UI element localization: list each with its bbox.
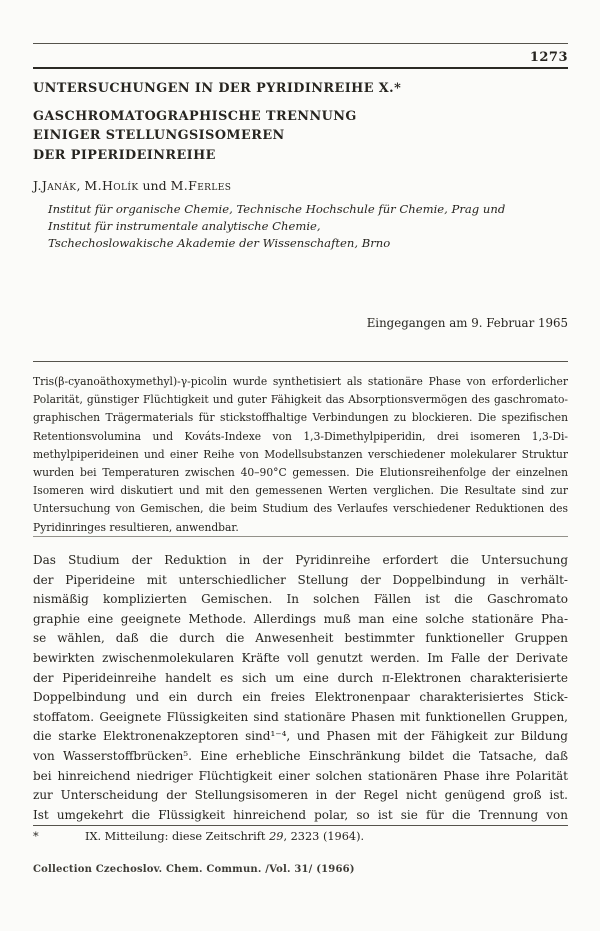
subtitle-line: GASCHROMATOGRAPHISCHE TRENNUNG [33,109,357,124]
header-rule-bottom [33,67,568,69]
body-line: bei hinreichend niedriger Flüchtigkeit einer solchen stationären Phase ihre Polarität [33,768,568,783]
author-separator: , [76,178,85,193]
abstract-rule-top [33,361,568,362]
abstract-line: Pyridinringes resultieren, anwendbar. [33,520,239,534]
footnote-prefix: IX. Mitteilung: diese Zeitschrift [85,830,270,843]
header-rule-top [33,43,568,44]
body-line: stoffatom. Geeignete Flüssigkeiten sind stationäre Phasen mit funktionellen Gruppen, [33,709,568,724]
abstract-line: Isomeren wird diskutiert und mit den gemessenen Werten verglichen. Die Resultate sind zur [33,484,568,498]
footnote-marker: * [33,830,39,843]
author-name: M.Ferles [170,178,232,193]
affiliation [48,201,568,251]
affiliation-line: Tschechoslowakische Akademie der Wissenschaften, Brno [48,235,391,250]
footnote-suffix: , 2323 (1964). [283,830,365,843]
article-title: UNTERSUCHUNGEN IN DER PYRIDINREIHE X.* [33,81,402,96]
body-line: Ist umgekehrt die Flüssigkeit hinreichend polar, so ist sie für die Trennung von [33,807,568,822]
body-line: bewirkten zwischenmolekularen Kräfte voll genutzt werden. Im Falle der Derivate [33,650,568,665]
body-line: zur Unterscheidung der Stellungsisomeren in der Regel nicht genügend groß ist. [33,788,568,803]
abstract-line: Tris(β-cyanoäthoxymethyl)-γ-picolin wurde synthetisiert als stationäre Phase von erforderlicher [33,375,568,388]
abstract-rule-bottom [33,536,568,537]
footnote-volume: 29 [269,830,284,843]
abstract-line: wurden bei Temperaturen zwischen 40–90°C gemessen. Die Elutionsreihenfolge der einzelnen [33,465,568,479]
body-line: der Piperideine mit unterschiedlicher Stellung der Doppelbindung in verhält- [33,572,568,587]
body-line: der Piperideinreihe handelt es sich um eine durch π-Elektronen charakterisierte [33,670,568,685]
abstract-line: Retentionsvolumina und Kováts-Indexe von 1,3-Dimethylpiperidin, drei isomeren 1,3-Di- [33,429,568,443]
author-name: J.Janák [33,178,77,193]
affiliation-line: Institut für instrumentale analytische Chemie, [48,218,321,233]
received-date: Eingegangen am 9. Februar 1965 [366,316,568,330]
abstract-line: Untersuchung von Gemischen, die beim Studium des Verlaufes verschiedener Reduktionen des [33,502,568,516]
abstract-line: Polarität, günstiger Flüchtigkeit und guter Fähigkeit das Absorptionsvermögen des gaschromato- [33,393,568,407]
body-line: nismäßig komplizierten Gemischen. In solchen Fällen ist die Gaschromato [33,592,568,607]
body-line: von Wasserstoffbrücken⁵. Eine erhebliche Einschränkung bildet die Tatsache, daß [33,748,568,763]
footnote-text [85,830,364,843]
body-line: Doppelbindung und ein durch ein freies Elektronenpaar charakterisiertes Stick- [33,690,568,705]
abstract-line: methylpiperideinen und einer Reihe von Modellsubstanzen verschiedener molekularer Struktur [33,447,568,461]
author-name: M.Holík [84,178,139,193]
abstract [33,373,568,537]
body-line: die starke Elektronenakzeptoren sind¹⁻⁴, und Phasen mit der Fähigkeit zur Bildung [33,729,568,744]
body-line: Das Studium der Reduktion in der Pyridinreihe erfordert die Untersuchung [33,553,568,567]
journal-footer: Collection Czechoslov. Chem. Commun. /Vol. 31/ (1966) [33,864,355,875]
abstract-line: graphischen Trägermaterials für stickstoffhaltige Verbindungen zu blockieren. Die spezifischen [33,411,568,425]
authors-line [33,178,568,193]
body-line: graphie eine geeignete Methode. Allerdings muß man eine solche stationäre Pha- [33,611,568,626]
body-line: se wählen, daß die durch die Anwesenheit bestimmter funktioneller Gruppen [33,631,568,646]
page-number: 1273 [529,50,568,65]
affiliation-line: Institut für organische Chemie, Technische Hochschule für Chemie, Prag und [48,202,506,216]
body-paragraph [33,551,568,825]
article-subtitle [33,107,568,165]
author-separator: und [138,178,171,193]
subtitle-line: EINIGER STELLUNGSISOMEREN [33,128,285,144]
footnote-rule [33,825,568,826]
subtitle-line: DER PIPERIDEINREIHE [33,147,216,163]
